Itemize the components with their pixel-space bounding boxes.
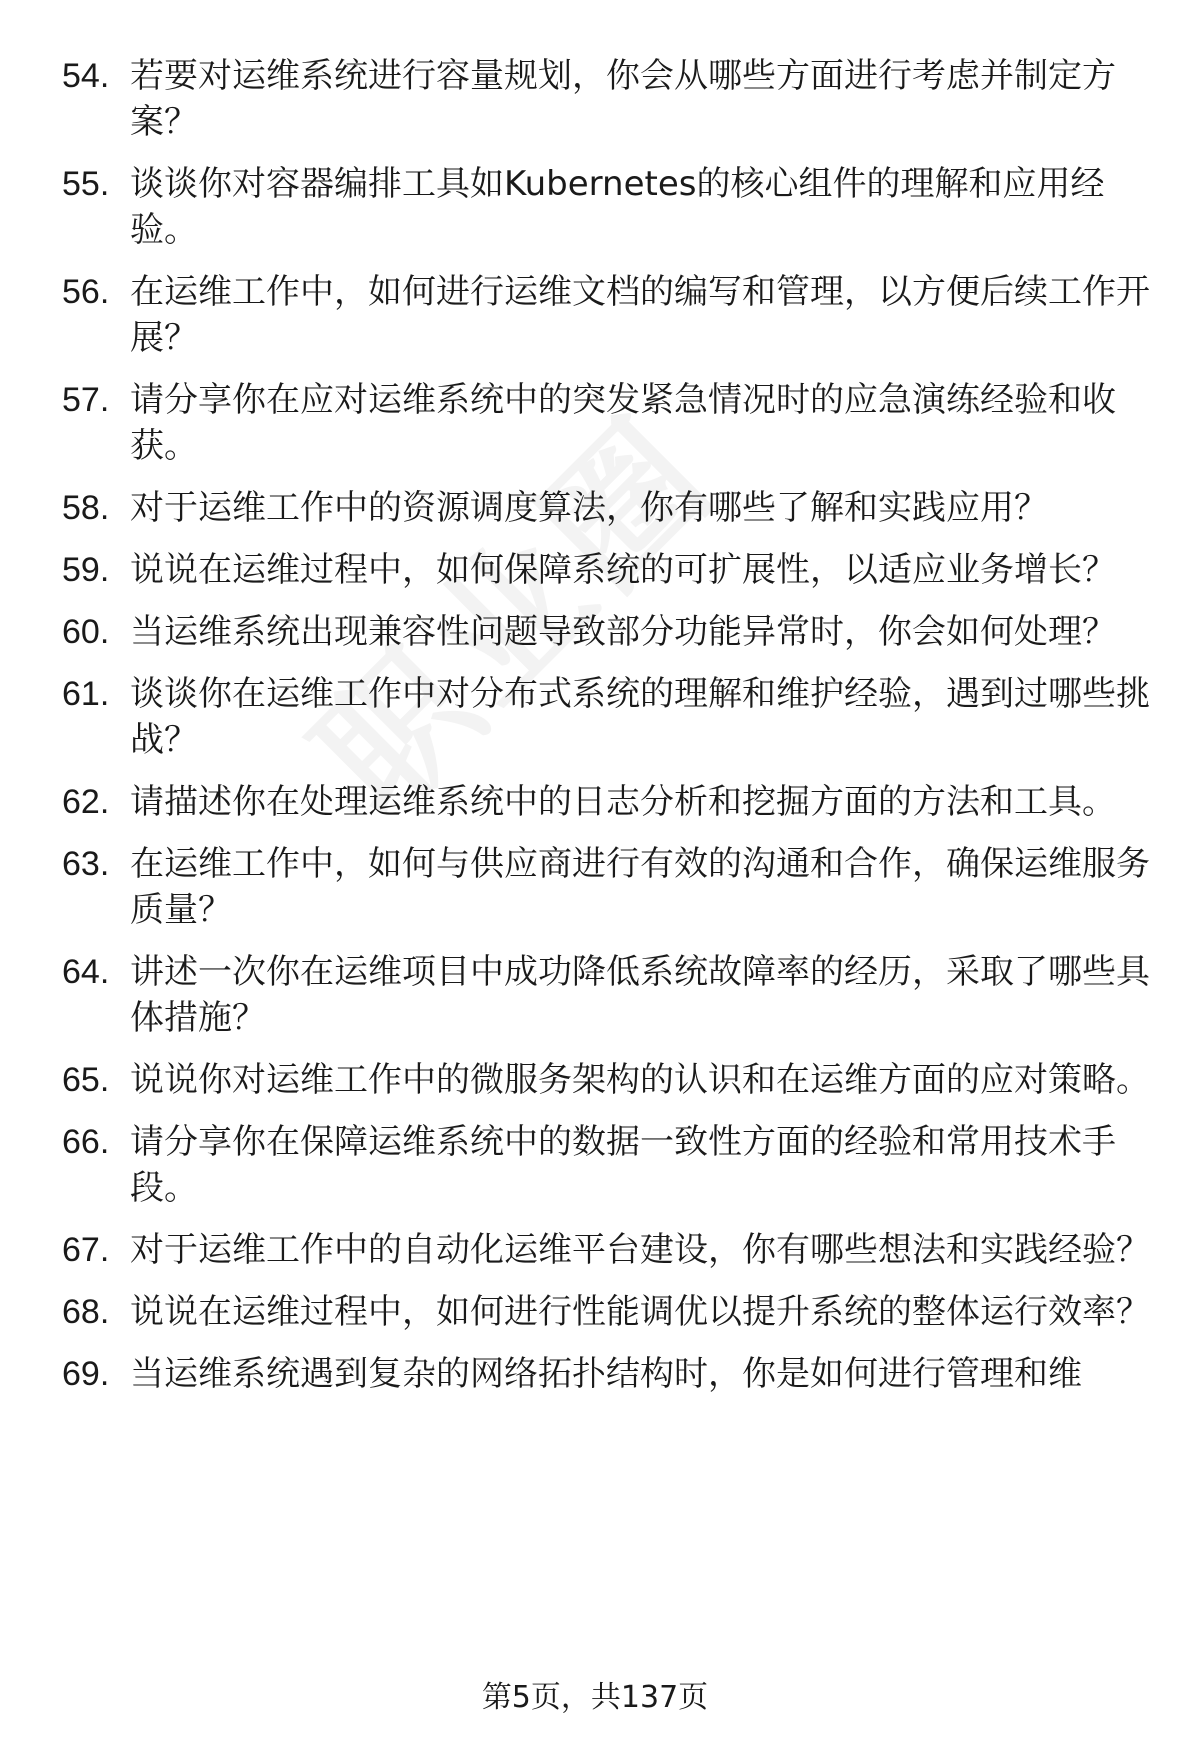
question-item [62, 1289, 1152, 1335]
question-number: 57. [62, 381, 110, 419]
question-item [62, 949, 1152, 1041]
question-text: 请描述你在处理运维系统中的日志分析和挖掘方面的方法和工具。 [130, 782, 1116, 822]
question-text: 若要对运维系统进行容量规划，你会从哪些方面进行考虑并制定方案？ [130, 56, 1116, 142]
question-number: 62. [62, 783, 110, 821]
question-item [62, 269, 1152, 361]
question-number: 61. [62, 675, 110, 713]
question-text: 谈谈你在运维工作中对分布式系统的理解和维护经验，遇到过哪些挑战？ [130, 674, 1150, 760]
question-item [62, 1227, 1152, 1273]
question-number: 67. [62, 1231, 110, 1269]
question-number: 56. [62, 273, 110, 311]
question-item [62, 779, 1152, 825]
question-number: 66. [62, 1123, 110, 1161]
question-item [62, 609, 1152, 655]
question-item [62, 377, 1152, 469]
question-text: 对于运维工作中的自动化运维平台建设，你有哪些想法和实践经验？ [130, 1230, 1150, 1270]
question-text: 当运维系统出现兼容性问题导致部分功能异常时，你会如何处理？ [130, 612, 1116, 652]
question-number: 55. [62, 165, 110, 203]
question-item [62, 547, 1152, 593]
question-text: 请分享你在应对运维系统中的突发紧急情况时的应急演练经验和收获。 [130, 380, 1116, 466]
question-item [62, 1119, 1152, 1211]
question-number: 65. [62, 1061, 110, 1099]
question-number: 58. [62, 489, 110, 527]
question-text: 请分享你在保障运维系统中的数据一致性方面的经验和常用技术手段。 [130, 1122, 1116, 1208]
question-text: 说说你对运维工作中的微服务架构的认识和在运维方面的应对策略。 [130, 1060, 1150, 1100]
question-number: 59. [62, 551, 110, 589]
question-number: 64. [62, 953, 110, 991]
question-item [62, 671, 1152, 763]
question-item [62, 161, 1152, 253]
question-text: 说说在运维过程中，如何进行性能调优以提升系统的整体运行效率？ [130, 1292, 1150, 1332]
question-text: 对于运维工作中的资源调度算法，你有哪些了解和实践应用？ [130, 488, 1048, 528]
question-item [62, 53, 1152, 145]
question-list [62, 53, 1152, 1413]
question-text: 在运维工作中，如何与供应商进行有效的沟通和合作，确保运维服务质量？ [130, 844, 1150, 930]
question-number: 60. [62, 613, 110, 651]
question-text: 当运维系统遇到复杂的网络拓扑结构时，你是如何进行管理和维 [130, 1354, 1082, 1394]
question-item [62, 485, 1152, 531]
question-text: 讲述一次你在运维项目中成功降低系统故障率的经历，采取了哪些具体措施？ [130, 952, 1150, 1038]
page-number-footer: 第5页，共137页 [481, 1680, 709, 1715]
question-text: 在运维工作中，如何进行运维文档的编写和管理，以方便后续工作开展？ [130, 272, 1150, 358]
question-item [62, 1057, 1152, 1103]
question-number: 68. [62, 1293, 110, 1331]
question-number: 63. [62, 845, 110, 883]
question-number: 54. [62, 57, 110, 95]
question-text: 说说在运维过程中，如何保障系统的可扩展性，以适应业务增长？ [130, 550, 1116, 590]
question-number: 69. [62, 1355, 110, 1393]
question-item [62, 1351, 1152, 1397]
question-item [62, 841, 1152, 933]
question-text: 谈谈你对容器编排工具如Kubernetes的核心组件的理解和应用经验。 [130, 164, 1105, 250]
